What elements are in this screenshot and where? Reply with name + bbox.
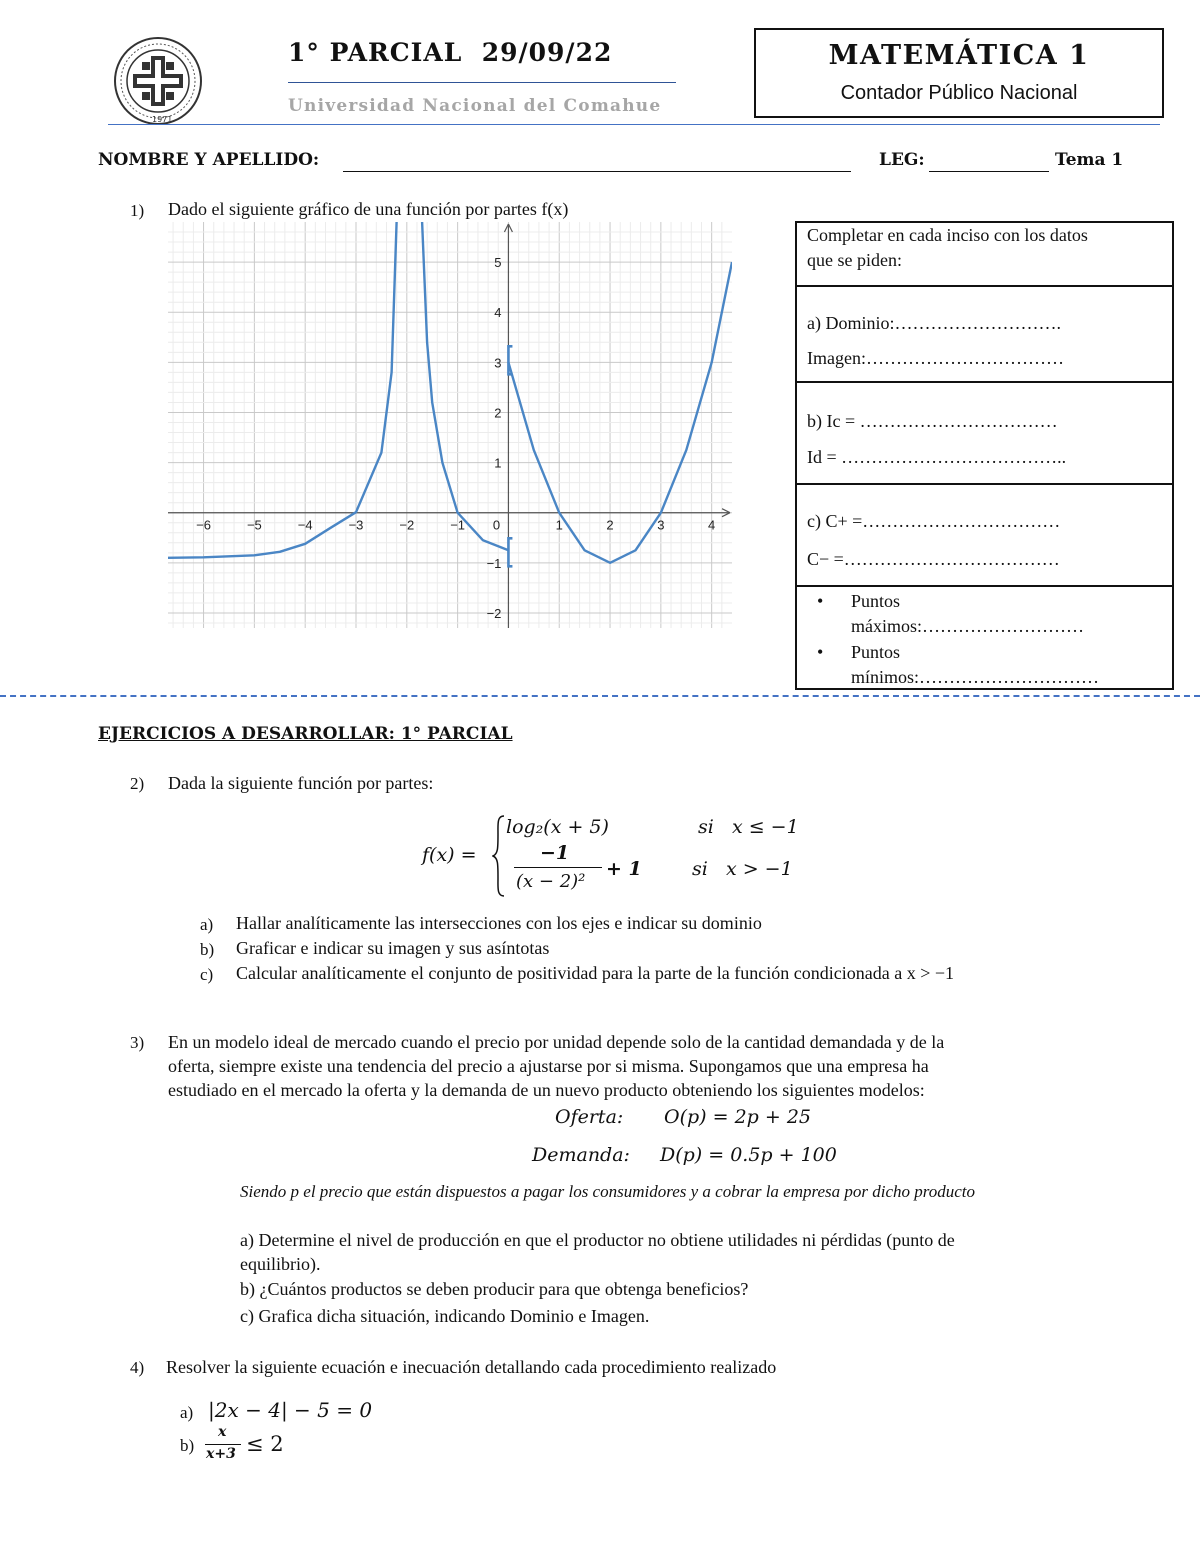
q3-b-text: b) ¿Cuántos productos se deben producir para que obtenga beneficios? xyxy=(240,1279,749,1299)
graph-grid xyxy=(168,222,732,628)
decreasing-field[interactable]: Id = ……………………………….. xyxy=(807,447,1067,467)
bullet-icon: • xyxy=(817,642,824,662)
case2-denominator: (x − 2)² xyxy=(516,871,586,892)
q1-number: 1) xyxy=(130,201,145,220)
q4-b-letter: b) xyxy=(180,1436,195,1455)
oferta-expression: O(p) = 2p + 25 xyxy=(664,1106,811,1128)
x-tick-label: 2 xyxy=(606,517,614,533)
q2-number: 2) xyxy=(130,774,145,793)
table-domain-cell[interactable] xyxy=(797,287,1172,383)
max-label: Puntos xyxy=(851,591,901,611)
x-tick-label: −3 xyxy=(348,517,364,533)
q4-a-letter: a) xyxy=(180,1403,194,1422)
exam-title: 1° PARCIAL 29/09/22 xyxy=(288,38,613,67)
x-tick-label: −4 xyxy=(297,517,313,533)
increasing-field[interactable]: b) Ic = …………………………… xyxy=(807,411,1058,431)
y-tick-label: 4 xyxy=(494,305,502,321)
y-tick-label: 5 xyxy=(494,255,502,271)
fraction-bar xyxy=(514,867,602,868)
q3-number: 3) xyxy=(130,1033,145,1052)
q3-a-line-1: a) Determine el nivel de producción en que el productor no obtiene utilidades ni pérdidas (punto de xyxy=(240,1230,955,1250)
bullet-icon: • xyxy=(817,591,824,611)
case1-expression: log₂(x + 5) xyxy=(506,816,609,838)
x-tick-label: 4 xyxy=(708,517,716,533)
min-field[interactable]: mínimos:………………………… xyxy=(851,667,1100,687)
subject-career: Contador Público Nacional xyxy=(840,82,1078,104)
tema-label: Tema 1 xyxy=(1055,150,1124,170)
name-input-line[interactable] xyxy=(343,171,851,172)
q2-c-text: Calcular analíticamente el conjunto de positividad para la parte de la función condicionada a x > −1 xyxy=(236,963,955,983)
q4-a-expression: |2x − 4| − 5 = 0 xyxy=(208,1398,373,1422)
leg-input-line[interactable] xyxy=(929,171,1049,172)
q4-b-rest: ≤ 2 xyxy=(246,1432,284,1456)
title-underline xyxy=(288,82,676,83)
negative-set-field[interactable]: C− =……………………………… xyxy=(807,549,1060,569)
x-tick-label: 1 xyxy=(555,517,563,533)
instructions-line-1: Completar en cada inciso con los datos xyxy=(807,225,1088,245)
graph-axes xyxy=(168,224,730,628)
name-label: NOMBRE Y APELLIDO: xyxy=(98,150,320,170)
x-tick-label: −5 xyxy=(246,517,262,533)
y-tick-label: −2 xyxy=(486,605,502,621)
graph-tick-labels xyxy=(196,255,715,621)
demanda-label: Demanda: xyxy=(532,1144,630,1166)
y-tick-label: −1 xyxy=(486,555,502,571)
y-tick-label: 3 xyxy=(494,355,502,371)
answer-table xyxy=(795,221,1174,690)
header-divider xyxy=(108,124,1160,125)
university-name: Universidad Nacional del Comahue xyxy=(288,96,662,116)
max-field[interactable]: máximos:……………………… xyxy=(851,616,1084,636)
q2-a-text: Hallar analíticamente las intersecciones con los ejes e indicar su dominio xyxy=(236,913,762,933)
cut-line-divider xyxy=(0,695,1200,697)
table-extrema-cell[interactable] xyxy=(797,587,1172,688)
demanda-expression: D(p) = 0.5p + 100 xyxy=(660,1144,837,1166)
case1-condition: si x ≤ −1 xyxy=(698,816,799,838)
case2-plus: + 1 xyxy=(606,858,642,880)
q4-text: Resolver la siguiente ecuación e inecuación detallando cada procedimiento realizado xyxy=(166,1357,777,1377)
q4-b-denominator: x+3 xyxy=(206,1446,236,1462)
q3-c-text: c) Grafica dicha situación, indicando Dominio e Imagen. xyxy=(240,1306,650,1326)
q4-b-numerator: x xyxy=(218,1424,227,1440)
oferta-label: Oferta: xyxy=(555,1106,624,1128)
y-tick-label: 2 xyxy=(494,405,502,421)
leg-label: LEG: xyxy=(879,150,925,170)
q1-text: Dado el siguiente gráfico de una función por partes f(x) xyxy=(168,199,569,219)
exercises-title: EJERCICIOS A DESARROLLAR: 1° PARCIAL xyxy=(98,724,513,744)
curly-brace-icon xyxy=(492,814,506,898)
case2-condition: si x > −1 xyxy=(692,858,793,880)
q3-line-3: estudiado en el mercado la oferta y la demanda de un nuevo producto obteniendo los siguientes modelos: xyxy=(168,1080,925,1100)
q3-line-2: oferta, siempre existe una tendencia del precio a ajustarse por si misma. Supongamos que una empresa ha xyxy=(168,1056,929,1076)
x-tick-label: 3 xyxy=(657,517,665,533)
q2-text: Dada la siguiente función por partes: xyxy=(168,773,434,793)
q3-a-line-2: equilibrio). xyxy=(240,1254,321,1274)
q4-fraction-bar xyxy=(205,1444,241,1445)
q2-c-letter: c) xyxy=(200,965,214,984)
piecewise-function xyxy=(422,810,822,900)
y-tick-label: 1 xyxy=(494,455,502,471)
curve-branch-2 xyxy=(422,222,508,550)
instructions-line-2: que se piden: xyxy=(807,250,902,270)
q2-a-letter: a) xyxy=(200,915,214,934)
q3-line-1: En un modelo ideal de mercado cuando el precio por unidad depende solo de la cantidad demandada y de la xyxy=(168,1032,945,1052)
table-monotony-cell[interactable] xyxy=(797,383,1172,485)
q4-number: 4) xyxy=(130,1358,145,1377)
x-tick-label: −6 xyxy=(196,517,211,533)
x-tick-label: −2 xyxy=(399,517,415,533)
graph-curves xyxy=(168,222,732,566)
q3-note: Siendo p el precio que están dispuestos a pagar los consumidores y a cobrar la empresa por dicho producto xyxy=(240,1182,976,1201)
university-logo xyxy=(100,36,216,126)
image-field[interactable]: Imagen:…………………………… xyxy=(807,348,1064,368)
min-label: Puntos xyxy=(851,642,901,662)
q2-b-text: Graficar e indicar su imagen y sus asíntotas xyxy=(236,938,550,958)
q2-b-letter: b) xyxy=(200,940,215,959)
table-instructions-cell xyxy=(797,223,1172,287)
x-tick-label: −1 xyxy=(450,517,466,533)
subject-title: MATEMÁTICA 1 xyxy=(828,40,1090,71)
case2-numerator: −1 xyxy=(540,842,570,864)
subject-box xyxy=(754,28,1164,118)
x-tick-label: 0 xyxy=(492,517,501,533)
function-lhs: f(x) = xyxy=(422,844,477,866)
logo-year: 1971 xyxy=(152,115,173,124)
domain-field[interactable]: a) Dominio:………………………. xyxy=(807,313,1061,333)
function-graph xyxy=(168,222,732,628)
table-sign-cell[interactable] xyxy=(797,485,1172,587)
positive-set-field[interactable]: c) C+ =…………………………… xyxy=(807,511,1061,531)
